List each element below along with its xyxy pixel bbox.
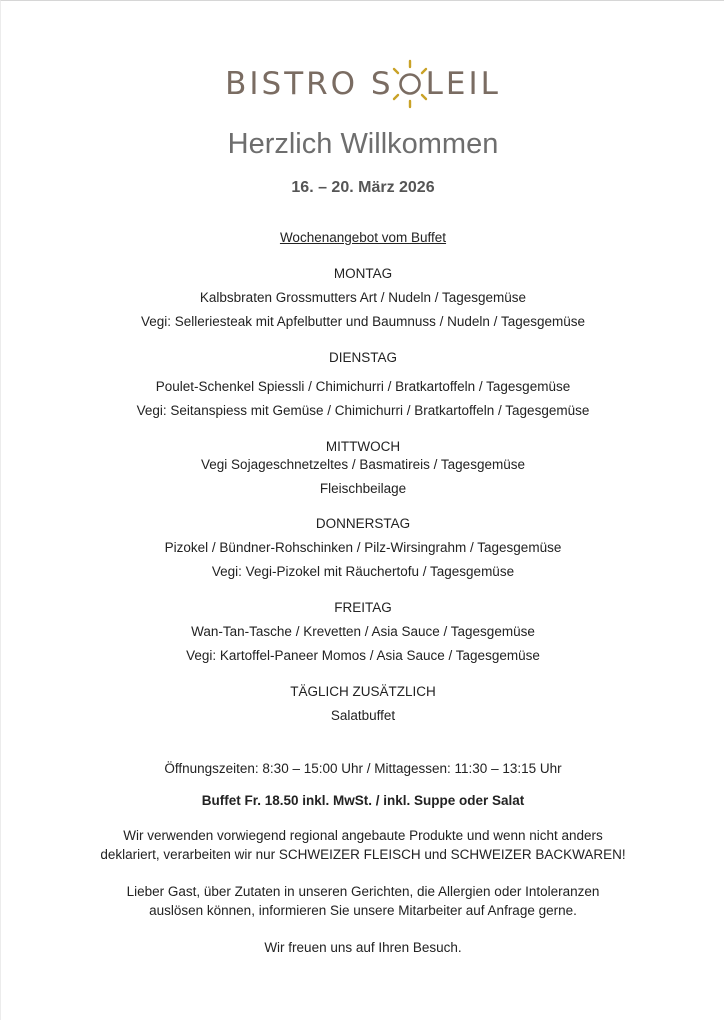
dish-line-vegi: Vegi: Kartoffel-Paneer Momos / Asia Sauce / Tagesgemüse	[186, 648, 540, 663]
logo-text-left: BISTRO S	[225, 66, 394, 102]
dish-line: Fleischbeilage	[319, 481, 407, 496]
day-name-freitag: FREITAG	[334, 600, 392, 615]
bistro-logo	[1, 59, 724, 109]
welcome-title: Herzlich Willkommen	[227, 128, 499, 160]
allergy-note-line: Lieber Gast, über Zutaten in unseren Gerichten, die Allergien oder Intoleranzen	[126, 884, 600, 899]
dish-line-vegi: Vegi: Selleriesteak mit Apfelbutter und Baumnuss / Nudeln / Tagesgemüse	[140, 314, 585, 329]
buffet-heading: Wochenangebot vom Buffet	[279, 230, 447, 245]
date-range: 16. – 20. März 2026	[291, 179, 435, 196]
dish-line: Poulet-Schenkel Spiessli / Chimichurri / Bratkartoffeln / Tagesgemüse	[155, 379, 571, 394]
allergy-note-line: auslösen können, informieren Sie unsere Mitarbeiter auf Anfrage gerne.	[149, 903, 577, 918]
dish-line: Salatbuffet	[330, 708, 396, 723]
closing-line: Wir freuen uns auf Ihren Besuch.	[264, 940, 462, 955]
logo-text-right: LEIL	[425, 66, 501, 102]
sun-icon	[395, 69, 425, 99]
buffet-price: Buffet Fr. 18.50 inkl. MwSt. / inkl. Suppe oder Salat	[201, 793, 525, 808]
regional-note-line: deklariert, verarbeiten wir nur SCHWEIZER FLEISCH und SCHWEIZER BACKWAREN!	[100, 847, 626, 862]
dish-line-vegi: Vegi: Vegi-Pizokel mit Räuchertofu / Tagesgemüse	[211, 564, 515, 579]
day-name-dienstag: DIENSTAG	[328, 350, 397, 365]
dish-line: Kalbsbraten Grossmutters Art / Nudeln / Tagesgemüse	[199, 290, 527, 305]
regional-note-line: Wir verwenden vorwiegend regional angebaute Produkte und wenn nicht anders	[123, 828, 603, 843]
dish-line: Pizokel / Bündner-Rohschinken / Pilz-Wirsingrahm / Tagesgemüse	[164, 540, 562, 555]
opening-hours: Öffnungszeiten: 8:30 – 15:00 Uhr / Mittagessen: 11:30 – 13:15 Uhr	[164, 761, 562, 776]
dish-line: Wan-Tan-Tasche / Krevetten / Asia Sauce / Tagesgemüse	[191, 624, 535, 639]
day-name-mittwoch: MITTWOCH	[325, 439, 401, 454]
day-name-taeglich: TÄGLICH ZUSÄTZLICH	[290, 684, 436, 699]
dish-line: Vegi Sojageschnetzeltes / Basmatireis / Tagesgemüse	[201, 457, 525, 472]
day-name-montag: MONTAG	[333, 266, 393, 281]
day-name-donnerstag: DONNERSTAG	[315, 516, 411, 531]
dish-line-vegi: Vegi: Seitanspiess mit Gemüse / Chimichurri / Bratkartoffeln / Tagesgemüse	[136, 403, 590, 418]
